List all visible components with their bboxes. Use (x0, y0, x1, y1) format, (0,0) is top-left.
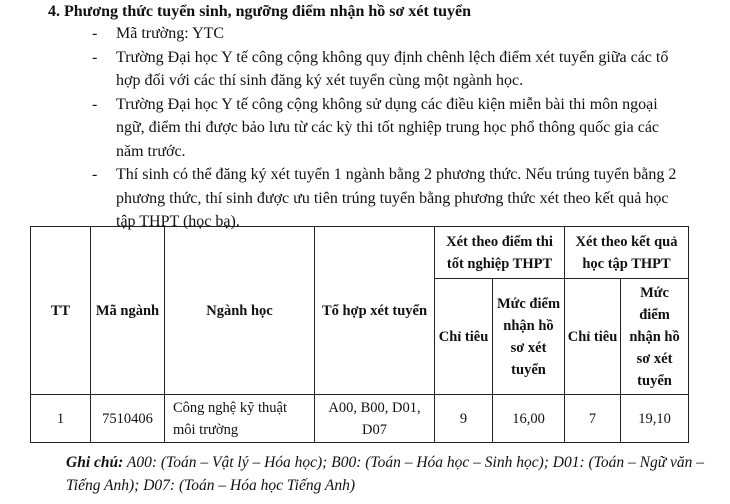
header-ma-nganh: Mã ngành (91, 227, 165, 395)
header-muc-diem-exam: Mức điểm nhận hồ sơ xét tuyển (493, 279, 565, 395)
cell-chi-tieu-transcript: 7 (565, 395, 621, 443)
header-chi-tieu-exam: Chỉ tiêu (435, 279, 493, 395)
bullet-item: - Mã trường: YTC (0, 22, 730, 46)
footnote-label: Ghi chú: (66, 454, 124, 471)
header-group-exam: Xét theo điểm thi tốt nghiệp THPT (435, 227, 565, 279)
header-muc-diem-transcript: Mức điểm nhận hồ sơ xét tuyển (621, 279, 689, 395)
cell-chi-tieu-exam: 9 (435, 395, 493, 443)
table-row (31, 395, 689, 443)
admission-table (30, 226, 689, 443)
header-nganh-hoc: Ngành học (165, 227, 315, 395)
cell-nganh-hoc: Công nghệ kỹ thuật môi trường (165, 395, 315, 443)
footnote (66, 451, 726, 497)
section-heading: 4. Phương thức tuyển sinh, ngưỡng điểm nhận hồ sơ xét tuyển (48, 3, 472, 20)
cell-to-hop: A00, B00, D01, D07 (315, 395, 435, 443)
header-chi-tieu-transcript: Chỉ tiêu (565, 279, 621, 395)
cell-tt: 1 (31, 395, 91, 443)
cell-ma-nganh: 7510406 (91, 395, 165, 443)
header-group-transcript: Xét theo kết quả học tập THPT (565, 227, 689, 279)
bullet-list (0, 22, 730, 234)
cell-muc-diem-transcript: 19,10 (621, 395, 689, 443)
bullet-item: - Thí sinh có thể đăng ký xét tuyển 1 ngành bằng 2 phương thức. Nếu trúng tuyển bằng 2 phương thức, thí sinh được ưu tiên trúng tuyển bằng phương thức xét theo kết quả học tập THPT (học bạ). (0, 163, 730, 234)
bullet-item: - Trường Đại học Y tế công cộng không quy định chênh lệch điểm xét tuyển giữa các tổ hợp đối với các thí sinh đăng ký xét tuyển cùng một ngành học. (0, 46, 730, 93)
header-to-hop: Tổ hợp xét tuyển (315, 227, 435, 395)
cell-muc-diem-exam: 16,00 (493, 395, 565, 443)
bullet-item: - Trường Đại học Y tế công cộng không sử dụng các điều kiện miễn bài thi môn ngoại ngữ, điểm thi được bảo lưu từ các kỳ thi tốt nghiệp trung học phổ thông quốc gia các năm trước. (0, 93, 730, 164)
header-tt: TT (31, 227, 91, 395)
footnote-text: A00: (Toán – Vật lý – Hóa học); B00: (Toán – Hóa học – Sinh học); D01: (Toán – Ngữ văn – Tiếng Anh); D07: (Toán – Hóa học Tiếng Anh) (66, 454, 705, 494)
